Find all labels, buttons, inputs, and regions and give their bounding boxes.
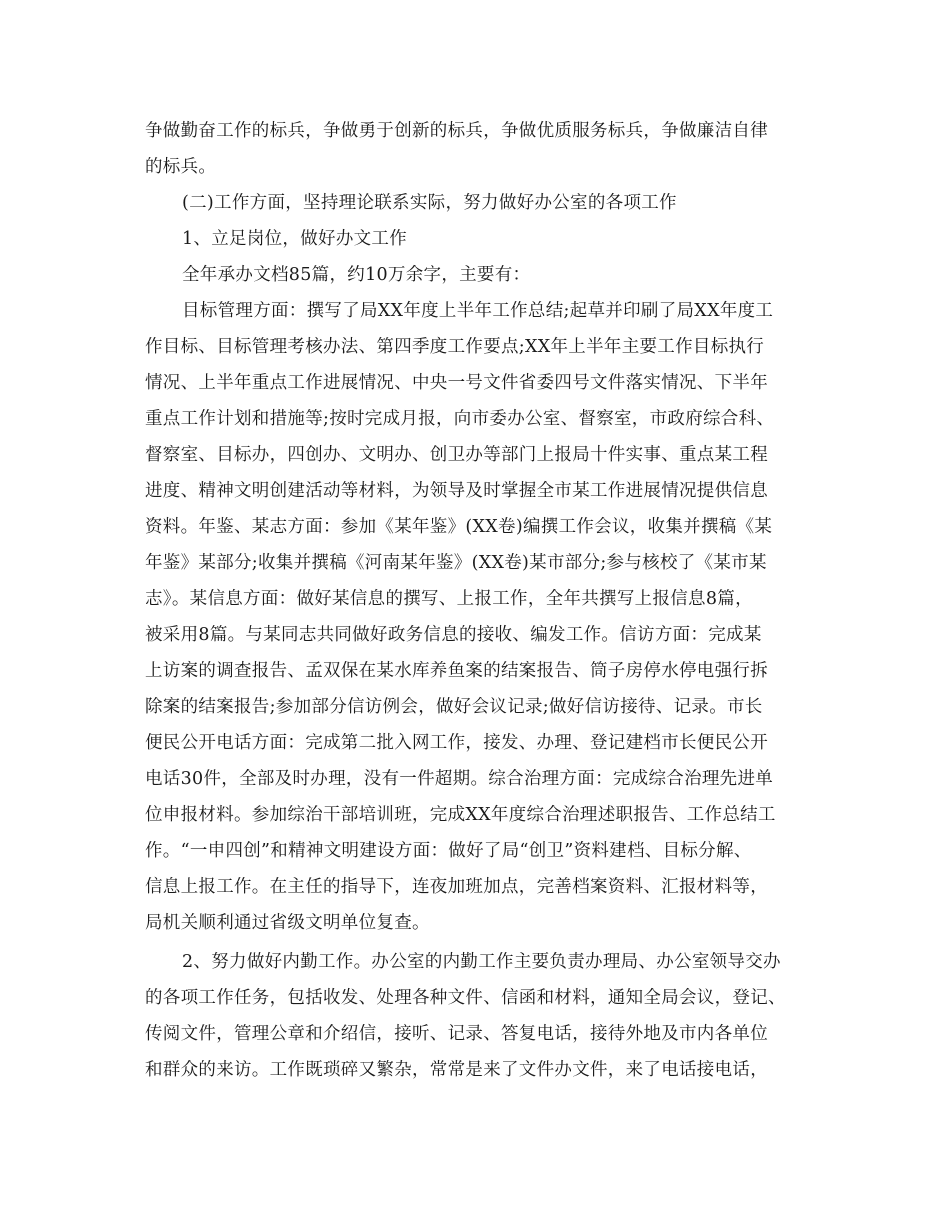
text-line: 信息上报工作。在主任的指导下，连夜加班加点，完善档案资料、汇报材料等，: [145, 877, 768, 897]
subsection-heading: 1、立足岗位，做好办文工作: [182, 229, 408, 249]
text-line: 的标兵。: [145, 157, 217, 177]
text-line: 情况、上半年重点工作进展情况、中央一号文件省委四号文件落实情况、下半年: [145, 373, 768, 393]
text-line: 除案的结案报告;参加部分信访例会，做好会议记录;做好信访接待、记录。市长: [145, 697, 763, 717]
text-line: 资料。年鉴、某志方面：参加《某年鉴》(XX卷)编撰工作会议，收集并撰稿《某: [145, 517, 773, 537]
text-line: 局机关顺利通过省级文明单位复查。: [145, 913, 430, 933]
text-line: 年鉴》某部分;收集并撰稿《河南某年鉴》(XX卷)某市部分;参与核校了《某市某: [145, 553, 767, 573]
text-line: 目标管理方面：撰写了局XX年度上半年工作总结;起草并印刷了局XX年度工: [182, 301, 774, 321]
text-line: 上访案的调查报告、孟双保在某水库养鱼案的结案报告、筒子房停水停电强行拆: [145, 661, 768, 681]
text-line: 传阅文件，管理公章和介绍信，接听、记录、答复电话，接待外地及市内各单位: [145, 1024, 768, 1044]
text-line: 全年承办文档85篇，约10万余字，主要有：: [182, 265, 531, 285]
text-line: 重点工作计划和措施等;按时完成月报，向市委办公室、督察室，市政府综合科、: [145, 409, 775, 429]
text-line: 争做勤奋工作的标兵，争做勇于创新的标兵，争做优质服务标兵，争做廉洁自律: [145, 121, 768, 141]
text-line: 被采用8篇。与某同志共同做好政务信息的接收、编发工作。信访方面：完成某: [145, 625, 762, 645]
section-heading: (二)工作方面，坚持理论联系实际，努力做好办公室的各项工作: [182, 193, 677, 213]
text-line: 的各项工作任务，包括收发、处理各种文件、信函和材料，通知全局会议，登记、: [145, 988, 786, 1008]
text-line: 电话30件，全部及时办理，没有一件超期。综合治理方面：完成综合治理先进单: [145, 769, 774, 789]
text-line: 便民公开电话方面：完成第二批入网工作，接发、办理、登记建档市长便民公开: [145, 733, 768, 753]
text-line: 督察室、目标办，四创办、文明办、创卫办等部门上报局十件实事、重点某工程: [145, 445, 768, 465]
text-line: 2、努力做好内勤工作。办公室的内勤工作主要负责办理局、办公室领导交办: [182, 952, 781, 972]
text-line: 位申报材料。参加综治干部培训班，完成XX年度综合治理述职报告、工作总结工: [145, 805, 776, 825]
text-line: 进度、精神文明创建活动等材料，为领导及时掌握全市某工作进展情况提供信息: [145, 481, 768, 501]
text-line: 和群众的来访。工作既琐碎又繁杂，常常是来了文件办文件，来了电话接电话，: [145, 1060, 768, 1080]
text-line: 志》。某信息方面：做好某信息的撰写、上报工作，全年共撰写上报信息8篇，: [145, 589, 753, 609]
text-line: 作。“一申四创”和精神文明建设方面：做好了局“创卫”资料建档、目标分解、: [145, 841, 752, 861]
text-line: 作目标、目标管理考核办法、第四季度工作要点;XX年上半年主要工作目标执行: [145, 337, 765, 357]
